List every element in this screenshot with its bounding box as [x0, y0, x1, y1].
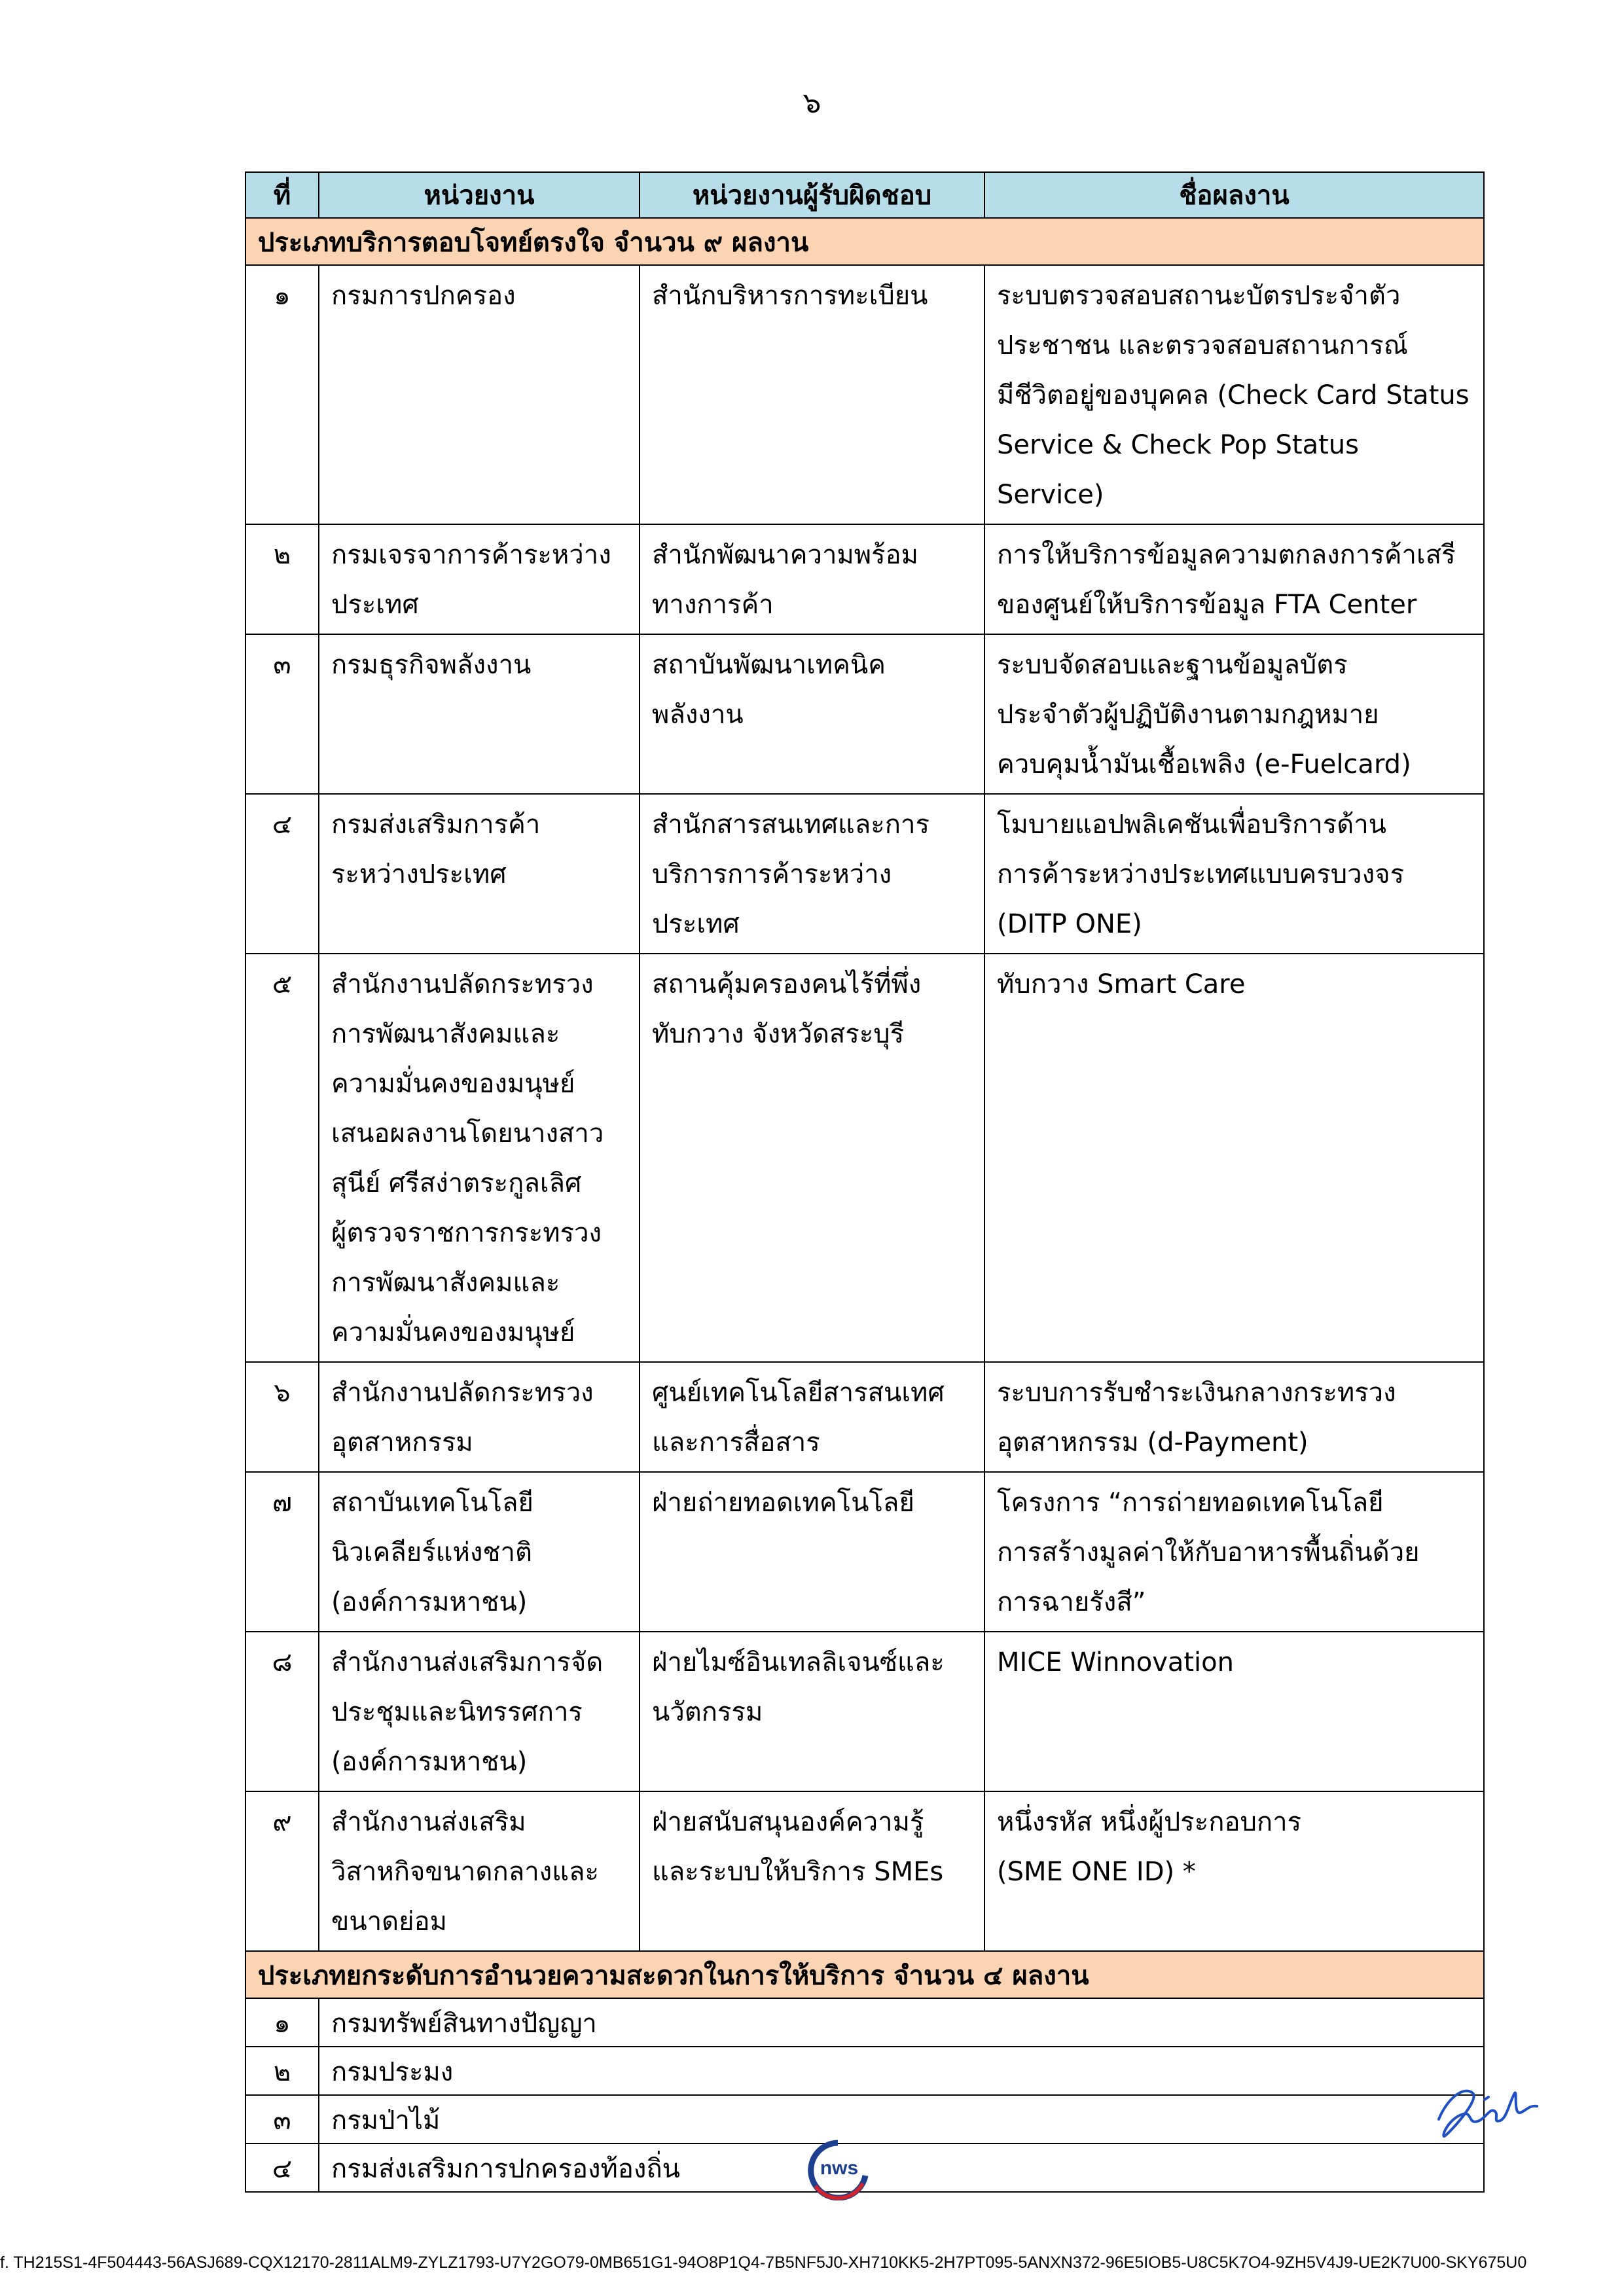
row-number: ๘: [245, 1632, 319, 1791]
header-agency: หน่วยงาน: [319, 172, 640, 218]
table-row: [245, 1998, 1484, 2047]
row-number: ๔: [245, 2144, 319, 2192]
svg-text:nws: nws: [820, 2157, 859, 2179]
agency-cell: กรมเจรจาการค้าระหว่าง ประเทศ: [319, 524, 640, 634]
responsible-unit-cell: สำนักบริหารการทะเบียน: [640, 265, 984, 524]
work-title-cell: ระบบตรวจสอบสถานะบัตรประจำตัว ประชาชน และตรวจสอบสถานการณ์ มีชีวิตอยู่ของบุคคล (Check Card Status Service & Check Pop Status Service): [984, 265, 1484, 524]
row-number: ๔: [245, 794, 319, 954]
table-row: [245, 1791, 1484, 1951]
table-row: [245, 954, 1484, 1362]
responsible-unit-cell: ฝ่ายไมซ์อินเทลลิเจนซ์และ นวัตกรรม: [640, 1632, 984, 1791]
responsible-unit-cell: สำนักพัฒนาความพร้อม ทางการค้า: [640, 524, 984, 634]
agency-cell: สถาบันเทคโนโลยี นิวเคลียร์แห่งชาติ (องค์การมหาชน): [319, 1472, 640, 1632]
work-title-cell: ระบบจัดสอบและฐานข้อมูลบัตร ประจำตัวผู้ปฏิบัติงานตามกฎหมาย ควบคุมน้ำมันเชื้อเพลิง (e-Fuelcard): [984, 634, 1484, 794]
responsible-unit-cell: ฝ่ายถ่ายทอดเทคโนโลยี: [640, 1472, 984, 1632]
work-title-cell: โครงการ “การถ่ายทอดเทคโนโลยี การสร้างมูลค่าให้กับอาหารพื้นถิ่นด้วย การฉายรังสี”: [984, 1472, 1484, 1632]
responsible-unit-cell: สำนักสารสนเทศและการ บริการการค้าระหว่าง ประเทศ: [640, 794, 984, 954]
category-title: ประเภทยกระดับการอำนวยความสะดวกในการให้บริการ จำนวน ๔ ผลงาน: [245, 1951, 1484, 1998]
row-number: ๒: [245, 2047, 319, 2095]
row-number: ๕: [245, 954, 319, 1362]
row-number: ๖: [245, 1362, 319, 1472]
category-row: [245, 1951, 1484, 1998]
header-no: ที่: [245, 172, 319, 218]
agency-cell: สำนักงานส่งเสริม วิสาหกิจขนาดกลางและ ขนาดย่อม: [319, 1791, 640, 1951]
work-title-cell: หนึ่งรหัส หนึ่งผู้ประกอบการ (SME ONE ID) *: [984, 1791, 1484, 1951]
document-code: f. TH215S1-4F504443-56ASJ689-CQX12170-2811ALM9-ZYLZ1793-U7Y2GO79-0MB651G1-94O8P1Q4-7B5NF5J0-XH710KK5-2H7PT095-5ANXN372-96E5IOB5-U8C5K7O4-9ZH5V4J9-UE2K7U00-SKY675U0: [0, 2253, 1527, 2272]
responsible-unit-cell: ฝ่ายสนับสนุนองค์ความรู้ และระบบให้บริการ SMEs: [640, 1791, 984, 1951]
work-title-cell: MICE Winnovation: [984, 1632, 1484, 1791]
table-row: [245, 1472, 1484, 1632]
table-row: [245, 634, 1484, 794]
page-number: ๖: [803, 86, 821, 120]
work-title-cell: โมบายแอปพลิเคชันเพื่อบริการด้าน การค้าระหว่างประเทศแบบครบวงจร (DITP ONE): [984, 794, 1484, 954]
agency-cell: สำนักงานปลัดกระทรวง การพัฒนาสังคมและ ความมั่นคงของมนุษย์ เสนอผลงานโดยนางสาว สุนีย์ ศรีสง่าตระกูลเลิศ ผู้ตรวจราชการกระทรวง การพัฒนาสังคมและ ความมั่นคงของมนุษย์: [319, 954, 640, 1362]
responsible-unit-cell: สถาบันพัฒนาเทคนิค พลังงาน: [640, 634, 984, 794]
row-number: ๒: [245, 524, 319, 634]
agency-cell: กรมประมง: [319, 2047, 1484, 2095]
table-row: [245, 524, 1484, 634]
table-row: [245, 2047, 1484, 2095]
work-title-cell: ระบบการรับชำระเงินกลางกระทรวง อุตสาหกรรม (d-Payment): [984, 1362, 1484, 1472]
row-number: ๓: [245, 634, 319, 794]
row-number: ๓: [245, 2095, 319, 2144]
agency-cell: กรมป่าไม้: [319, 2095, 1484, 2144]
row-number: ๑: [245, 265, 319, 524]
category-title: ประเภทบริการตอบโจทย์ตรงใจ จำนวน ๙ ผลงาน: [245, 218, 1484, 265]
table-header-row: [245, 172, 1484, 218]
work-title-cell: การให้บริการข้อมูลความตกลงการค้าเสรี ของศูนย์ให้บริการข้อมูล FTA Center: [984, 524, 1484, 634]
table-row: [245, 794, 1484, 954]
agency-cell: กรมธุรกิจพลังงาน: [319, 634, 640, 794]
agency-cell: กรมทรัพย์สินทางปัญญา: [319, 1998, 1484, 2047]
responsible-unit-cell: สถานคุ้มครองคนไร้ที่พึ่ง ทับกวาง จังหวัดสระบุรี: [640, 954, 984, 1362]
work-title-cell: ทับกวาง Smart Care: [984, 954, 1484, 1362]
table-row: [245, 265, 1484, 524]
award-table: [245, 171, 1485, 2193]
agency-cell: กรมการปกครอง: [319, 265, 640, 524]
agency-cell: สำนักงานส่งเสริมการจัด ประชุมและนิทรรศการ (องค์การมหาชน): [319, 1632, 640, 1791]
responsible-unit-cell: ศูนย์เทคโนโลยีสารสนเทศ และการสื่อสาร: [640, 1362, 984, 1472]
category-row: [245, 218, 1484, 265]
signature-image: [1427, 2073, 1545, 2145]
row-number: ๙: [245, 1791, 319, 1951]
row-number: ๑: [245, 1998, 319, 2047]
header-work: ชื่อผลงาน: [984, 172, 1484, 218]
agency-cell: กรมส่งเสริมการปกครองท้องถิ่น: [319, 2144, 1484, 2192]
table-row: [245, 1632, 1484, 1791]
table-row: [245, 1362, 1484, 1472]
agency-cell: สำนักงานปลัดกระทรวง อุตสาหกรรม: [319, 1362, 640, 1472]
row-number: ๗: [245, 1472, 319, 1632]
agency-cell: กรมส่งเสริมการค้า ระหว่างประเทศ: [319, 794, 640, 954]
header-responsible: หน่วยงานผู้รับผิดชอบ: [640, 172, 984, 218]
nws-logo: [792, 2135, 884, 2200]
